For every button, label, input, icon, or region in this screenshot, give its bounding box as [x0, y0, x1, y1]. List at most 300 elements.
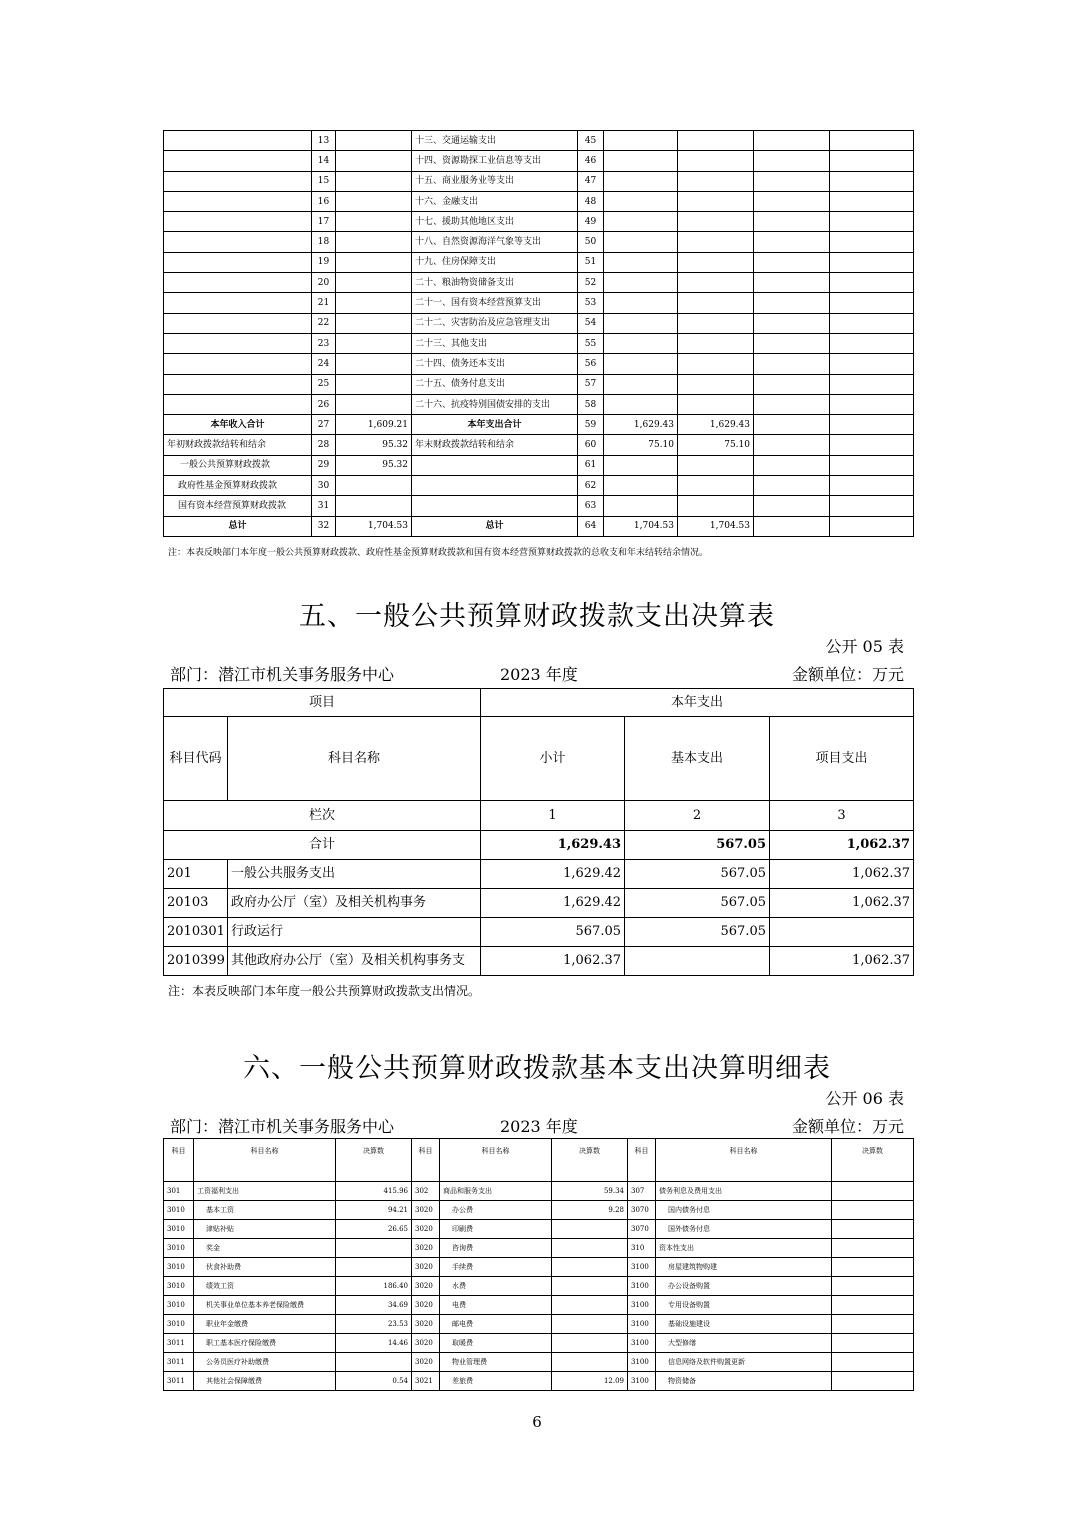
amount-2 — [552, 1220, 628, 1239]
expense-general-budget — [678, 496, 754, 516]
header-name-1: 科目名称 — [194, 1139, 336, 1182]
expense-line-number: 50 — [578, 232, 604, 252]
subject-name-1: 伙食补助费 — [194, 1258, 336, 1277]
table-row — [164, 252, 914, 272]
table-row — [164, 1334, 914, 1353]
expense-fund-budget — [754, 455, 830, 475]
income-line-number: 26 — [312, 394, 336, 414]
subject-code-2: 3020 — [412, 1201, 440, 1220]
amount-1 — [336, 1258, 412, 1277]
table-row — [164, 191, 914, 211]
subject-code-1: 3011 — [164, 1353, 194, 1372]
section6-title: 六、一般公共预算财政拨款基本支出决算明细表 — [243, 1053, 831, 1084]
expense-line-number: 47 — [578, 171, 604, 191]
table-row — [164, 455, 914, 475]
table-row — [164, 354, 914, 374]
table-row — [164, 313, 914, 333]
income-amount — [336, 131, 412, 151]
subject-code-2: 3021 — [412, 1372, 440, 1391]
amount-1: 14.46 — [336, 1334, 412, 1353]
income-item: 年初财政拨款结转和结余 — [164, 435, 312, 455]
subject-code-1: 3011 — [164, 1334, 194, 1353]
section6-year: 2023 年度 — [500, 1117, 578, 1136]
income-line-number: 20 — [312, 273, 336, 293]
item-amount — [770, 918, 914, 947]
subject-name-1: 工资福利支出 — [194, 1182, 336, 1201]
expense-line-number: 63 — [578, 496, 604, 516]
income-item — [164, 232, 312, 252]
income-amount — [336, 496, 412, 516]
expense-item: 十九、住房保障支出 — [412, 252, 578, 272]
table-row — [164, 333, 914, 353]
expense-total — [604, 293, 678, 313]
item-amount: 1,062.37 — [770, 889, 914, 918]
expense-fund-budget — [754, 394, 830, 414]
table-row — [164, 1353, 914, 1372]
income-amount — [336, 313, 412, 333]
income-item: 本年收入合计 — [164, 415, 312, 435]
table-row — [164, 212, 914, 232]
subject-code-2: 3020 — [412, 1277, 440, 1296]
expense-capital-budget — [830, 212, 914, 232]
expense-total — [604, 333, 678, 353]
expense-capital-budget — [830, 476, 914, 496]
expense-fund-budget — [754, 435, 830, 455]
subject-code-3: 310 — [628, 1239, 656, 1258]
subtotal-amount: 1,062.37 — [481, 947, 625, 976]
table-row — [164, 232, 914, 252]
expense-capital-budget — [830, 415, 914, 435]
income-item — [164, 293, 312, 313]
amount-2: 12.09 — [552, 1372, 628, 1391]
expense-total — [604, 313, 678, 333]
table-row — [164, 1220, 914, 1239]
expense-fund-budget — [754, 171, 830, 191]
expense-total — [604, 476, 678, 496]
subject-name-1: 其他社会保障缴费 — [194, 1372, 336, 1391]
expense-capital-budget — [830, 374, 914, 394]
subject-name: 其他政府办公厅（室）及相关机构事务支 — [228, 947, 481, 976]
expense-total — [604, 171, 678, 191]
subject-name-2: 商品和服务支出 — [440, 1182, 552, 1201]
table-row — [164, 947, 914, 976]
amount-3 — [832, 1201, 914, 1220]
subject-name-2: 咨询费 — [440, 1239, 552, 1258]
expense-capital-budget — [830, 333, 914, 353]
subject-code-1: 3010 — [164, 1277, 194, 1296]
income-item: 国有资本经营预算财政拨款 — [164, 496, 312, 516]
expense-line-number: 62 — [578, 476, 604, 496]
column-index-3: 3 — [770, 801, 914, 831]
table-row — [164, 1201, 914, 1220]
subject-name: 政府办公厅（室）及相关机构事务 — [228, 889, 481, 918]
income-amount — [336, 394, 412, 414]
expense-fund-budget — [754, 354, 830, 374]
basic-expenditure-detail-table — [163, 1138, 914, 1391]
expense-general-budget: 1,704.53 — [678, 516, 754, 536]
income-line-number: 31 — [312, 496, 336, 516]
subject-code-1: 301 — [164, 1182, 194, 1201]
table-row — [164, 476, 914, 496]
amount-3 — [832, 1220, 914, 1239]
table-row — [164, 151, 914, 171]
expense-line-number: 46 — [578, 151, 604, 171]
expense-general-budget — [678, 455, 754, 475]
income-amount — [336, 151, 412, 171]
income-line-number: 13 — [312, 131, 336, 151]
expense-item — [412, 455, 578, 475]
table-row — [164, 889, 914, 918]
expense-general-budget — [678, 394, 754, 414]
amount-2 — [552, 1277, 628, 1296]
expense-line-number: 58 — [578, 394, 604, 414]
expense-total — [604, 212, 678, 232]
expense-fund-budget — [754, 333, 830, 353]
subject-name-1: 职工基本医疗保险缴费 — [194, 1334, 336, 1353]
expense-general-budget — [678, 313, 754, 333]
expense-item: 二十三、其他支出 — [412, 333, 578, 353]
income-amount — [336, 232, 412, 252]
subject-code-2: 3020 — [412, 1258, 440, 1277]
subject-code: 2010301 — [164, 918, 228, 947]
subject-code: 2010399 — [164, 947, 228, 976]
expense-capital-budget — [830, 252, 914, 272]
expense-total — [604, 252, 678, 272]
expense-total — [604, 232, 678, 252]
expense-general-budget — [678, 476, 754, 496]
subject-code-3: 3100 — [628, 1277, 656, 1296]
income-item — [164, 273, 312, 293]
subject-code-1: 3010 — [164, 1315, 194, 1334]
total-basic: 567.05 — [625, 831, 770, 860]
expense-item: 本年支出合计 — [412, 415, 578, 435]
income-item: 政府性基金预算财政拨款 — [164, 476, 312, 496]
section6-department: 部门：潜江市机关事务服务中心 — [170, 1117, 395, 1136]
expense-item: 十四、资源勘探工业信息等支出 — [412, 151, 578, 171]
expense-item — [412, 496, 578, 516]
expense-fund-budget — [754, 374, 830, 394]
amount-3 — [832, 1239, 914, 1258]
income-amount: 95.32 — [336, 455, 412, 475]
amount-2 — [552, 1239, 628, 1258]
expense-line-number: 59 — [578, 415, 604, 435]
expense-line-number: 56 — [578, 354, 604, 374]
section6-unit: 金额单位：万元 — [791, 1117, 904, 1136]
expense-item: 二十二、灾害防治及应急管理支出 — [412, 313, 578, 333]
table-row — [164, 1277, 914, 1296]
expense-general-budget — [678, 171, 754, 191]
table1-note: 注：本表反映部门本年度一般公共预算财政拨款、政府性基金预算财政拨款和国有资本经营预算财政拨款的总收支和年末结转结余情况。 — [168, 548, 709, 558]
expense-fund-budget — [754, 151, 830, 171]
income-line-number: 23 — [312, 333, 336, 353]
table-row — [164, 860, 914, 889]
expense-total — [604, 354, 678, 374]
subject-code-2: 3020 — [412, 1315, 440, 1334]
subject-name-2: 物业管理费 — [440, 1353, 552, 1372]
expense-general-budget — [678, 333, 754, 353]
income-line-number: 14 — [312, 151, 336, 171]
expense-line-number: 48 — [578, 191, 604, 211]
expense-total — [604, 455, 678, 475]
expense-general-budget: 75.10 — [678, 435, 754, 455]
expense-line-number: 52 — [578, 273, 604, 293]
income-amount — [336, 354, 412, 374]
amount-1: 34.69 — [336, 1296, 412, 1315]
income-amount — [336, 252, 412, 272]
income-item — [164, 171, 312, 191]
income-line-number: 25 — [312, 374, 336, 394]
expense-capital-budget — [830, 232, 914, 252]
income-amount: 95.32 — [336, 435, 412, 455]
expense-item: 年末财政拨款结转和结余 — [412, 435, 578, 455]
expense-general-budget — [678, 252, 754, 272]
table-row — [164, 131, 914, 151]
income-item — [164, 191, 312, 211]
header-basic-expenditure: 基本支出 — [625, 717, 770, 801]
expense-item: 二十一、国有资本经营预算支出 — [412, 293, 578, 313]
expense-total — [604, 131, 678, 151]
expense-line-number: 57 — [578, 374, 604, 394]
table-row — [164, 1315, 914, 1334]
expense-general-budget — [678, 273, 754, 293]
expense-general-budget — [678, 293, 754, 313]
subject-name-3: 债务利息及费用支出 — [656, 1182, 832, 1201]
subject-name-2: 办公费 — [440, 1201, 552, 1220]
amount-2 — [552, 1315, 628, 1334]
income-item — [164, 313, 312, 333]
expense-capital-budget — [830, 131, 914, 151]
expense-general-budget — [678, 212, 754, 232]
expense-item: 十五、商业服务业等支出 — [412, 171, 578, 191]
income-amount — [336, 191, 412, 211]
subject-code-2: 3020 — [412, 1296, 440, 1315]
basic-amount: 567.05 — [625, 889, 770, 918]
income-line-number: 24 — [312, 354, 336, 374]
expense-capital-budget — [830, 191, 914, 211]
header-subtotal: 小计 — [481, 717, 625, 801]
subject-code-1: 3011 — [164, 1372, 194, 1391]
subject-code-3: 3100 — [628, 1258, 656, 1277]
subject-name-1: 基本工资 — [194, 1201, 336, 1220]
table-row — [164, 496, 914, 516]
income-amount — [336, 333, 412, 353]
header-subject-code: 科目代码 — [164, 717, 228, 801]
expense-capital-budget — [830, 496, 914, 516]
expense-total: 1,704.53 — [604, 516, 678, 536]
amount-2: 59.34 — [552, 1182, 628, 1201]
amount-1 — [336, 1239, 412, 1258]
amount-1: 26.65 — [336, 1220, 412, 1239]
header-amount-2: 决算数 — [552, 1139, 628, 1182]
expense-item: 二十五、债务付息支出 — [412, 374, 578, 394]
income-line-number: 27 — [312, 415, 336, 435]
header-item-expenditure: 项目支出 — [770, 717, 914, 801]
section5-table-code: 公开 05 表 — [825, 637, 904, 656]
amount-1: 94.21 — [336, 1201, 412, 1220]
amount-1: 23.53 — [336, 1315, 412, 1334]
amount-3 — [832, 1372, 914, 1391]
income-item — [164, 333, 312, 353]
subject-name-2: 印刷费 — [440, 1220, 552, 1239]
expense-total: 1,629.43 — [604, 415, 678, 435]
general-budget-expenditure-table — [163, 688, 914, 976]
column-index-2: 2 — [625, 801, 770, 831]
expense-item: 二十四、债务还本支出 — [412, 354, 578, 374]
income-line-number: 15 — [312, 171, 336, 191]
subject-name-3: 国外债务付息 — [656, 1220, 832, 1239]
expense-general-budget — [678, 232, 754, 252]
income-line-number: 28 — [312, 435, 336, 455]
expense-total — [604, 374, 678, 394]
subject-code-3: 307 — [628, 1182, 656, 1201]
subject-code-3: 3100 — [628, 1372, 656, 1391]
expense-line-number: 53 — [578, 293, 604, 313]
subject-code-1: 3010 — [164, 1239, 194, 1258]
income-amount — [336, 212, 412, 232]
expense-item: 二十、粮油物资储备支出 — [412, 273, 578, 293]
expense-general-budget — [678, 151, 754, 171]
income-amount — [336, 374, 412, 394]
subtotal-amount: 1,629.42 — [481, 860, 625, 889]
expense-general-budget — [678, 354, 754, 374]
basic-amount — [625, 947, 770, 976]
subject-name-3: 大型修缮 — [656, 1334, 832, 1353]
subject-name-1: 职业年金缴费 — [194, 1315, 336, 1334]
subject-name-3: 房屋建筑物购建 — [656, 1258, 832, 1277]
table-row — [164, 1239, 914, 1258]
expense-fund-budget — [754, 131, 830, 151]
subject-code-2: 3020 — [412, 1239, 440, 1258]
expense-fund-budget — [754, 415, 830, 435]
subject-code-3: 3070 — [628, 1201, 656, 1220]
subject-code-3: 3100 — [628, 1334, 656, 1353]
subject-name-1: 奖金 — [194, 1239, 336, 1258]
subject-code-1: 3010 — [164, 1296, 194, 1315]
section5-note: 注：本表反映部门本年度一般公共预算财政拨款支出情况。 — [168, 984, 481, 998]
expense-line-number: 61 — [578, 455, 604, 475]
section5-unit: 金额单位：万元 — [791, 665, 904, 684]
subject-code-1: 3010 — [164, 1258, 194, 1277]
income-line-number: 18 — [312, 232, 336, 252]
expense-total — [604, 151, 678, 171]
subject-name-2: 手续费 — [440, 1258, 552, 1277]
table-row — [164, 293, 914, 313]
income-line-number: 21 — [312, 293, 336, 313]
total-label: 合计 — [164, 831, 481, 860]
income-line-number: 30 — [312, 476, 336, 496]
subject-name-2: 电费 — [440, 1296, 552, 1315]
item-amount: 1,062.37 — [770, 860, 914, 889]
income-amount — [336, 171, 412, 191]
expense-line-number: 54 — [578, 313, 604, 333]
expense-capital-budget — [830, 151, 914, 171]
income-item — [164, 151, 312, 171]
table-row — [164, 1372, 914, 1391]
expense-line-number: 45 — [578, 131, 604, 151]
expense-total — [604, 496, 678, 516]
column-index-1: 1 — [481, 801, 625, 831]
header-amount-1: 决算数 — [336, 1139, 412, 1182]
expense-line-number: 51 — [578, 252, 604, 272]
header-code-1: 科目 — [164, 1139, 194, 1182]
income-line-number: 32 — [312, 516, 336, 536]
income-item: 总计 — [164, 516, 312, 536]
amount-1: 415.96 — [336, 1182, 412, 1201]
subject-name-3: 物资储备 — [656, 1372, 832, 1391]
expense-capital-budget — [830, 394, 914, 414]
amount-2 — [552, 1334, 628, 1353]
income-item — [164, 354, 312, 374]
income-expense-table — [163, 130, 914, 537]
subject-name-2: 邮电费 — [440, 1315, 552, 1334]
subject-name: 一般公共服务支出 — [228, 860, 481, 889]
amount-3 — [832, 1182, 914, 1201]
amount-3 — [832, 1353, 914, 1372]
expense-item: 十六、金融支出 — [412, 191, 578, 211]
income-item — [164, 394, 312, 414]
amount-2: 9.28 — [552, 1201, 628, 1220]
header-project: 项目 — [164, 689, 481, 717]
subtotal-amount: 567.05 — [481, 918, 625, 947]
income-item: 一般公共预算财政拨款 — [164, 455, 312, 475]
income-expense-table-body — [164, 131, 914, 537]
expense-capital-budget — [830, 455, 914, 475]
expense-general-budget — [678, 131, 754, 151]
expense-fund-budget — [754, 496, 830, 516]
expense-total — [604, 394, 678, 414]
subject-code-2: 3020 — [412, 1334, 440, 1353]
subject-code-2: 3020 — [412, 1220, 440, 1239]
subject-name-3: 信息网络及软件购置更新 — [656, 1353, 832, 1372]
expense-general-budget — [678, 374, 754, 394]
subject-name-1: 绩效工资 — [194, 1277, 336, 1296]
header-code-2: 科目 — [412, 1139, 440, 1182]
expense-fund-budget — [754, 191, 830, 211]
income-amount — [336, 293, 412, 313]
subject-name-2: 水费 — [440, 1277, 552, 1296]
section5-year: 2023 年度 — [500, 665, 578, 684]
expense-capital-budget — [830, 273, 914, 293]
subject-code-3: 3100 — [628, 1296, 656, 1315]
subject-code-2: 302 — [412, 1182, 440, 1201]
basic-amount: 567.05 — [625, 860, 770, 889]
expense-line-number: 55 — [578, 333, 604, 353]
subject-name-1: 机关事业单位基本养老保险缴费 — [194, 1296, 336, 1315]
subject-name-3: 专用设备购置 — [656, 1296, 832, 1315]
income-amount — [336, 476, 412, 496]
basic-amount: 567.05 — [625, 918, 770, 947]
income-amount — [336, 273, 412, 293]
amount-3 — [832, 1296, 914, 1315]
table-row — [164, 1258, 914, 1277]
subject-code-3: 3070 — [628, 1220, 656, 1239]
table-row — [164, 1296, 914, 1315]
subject-code: 201 — [164, 860, 228, 889]
table-row — [164, 516, 914, 536]
expense-capital-budget — [830, 516, 914, 536]
table-row — [164, 374, 914, 394]
expense-fund-budget — [754, 252, 830, 272]
table-row — [164, 415, 914, 435]
subject-code-2: 3020 — [412, 1353, 440, 1372]
header-current-expenditure: 本年支出 — [481, 689, 914, 717]
expense-item: 总计 — [412, 516, 578, 536]
expense-item — [412, 476, 578, 496]
expense-general-budget — [678, 191, 754, 211]
basic-expenditure-detail-rows — [164, 1182, 914, 1391]
income-amount: 1,609.21 — [336, 415, 412, 435]
income-amount: 1,704.53 — [336, 516, 412, 536]
